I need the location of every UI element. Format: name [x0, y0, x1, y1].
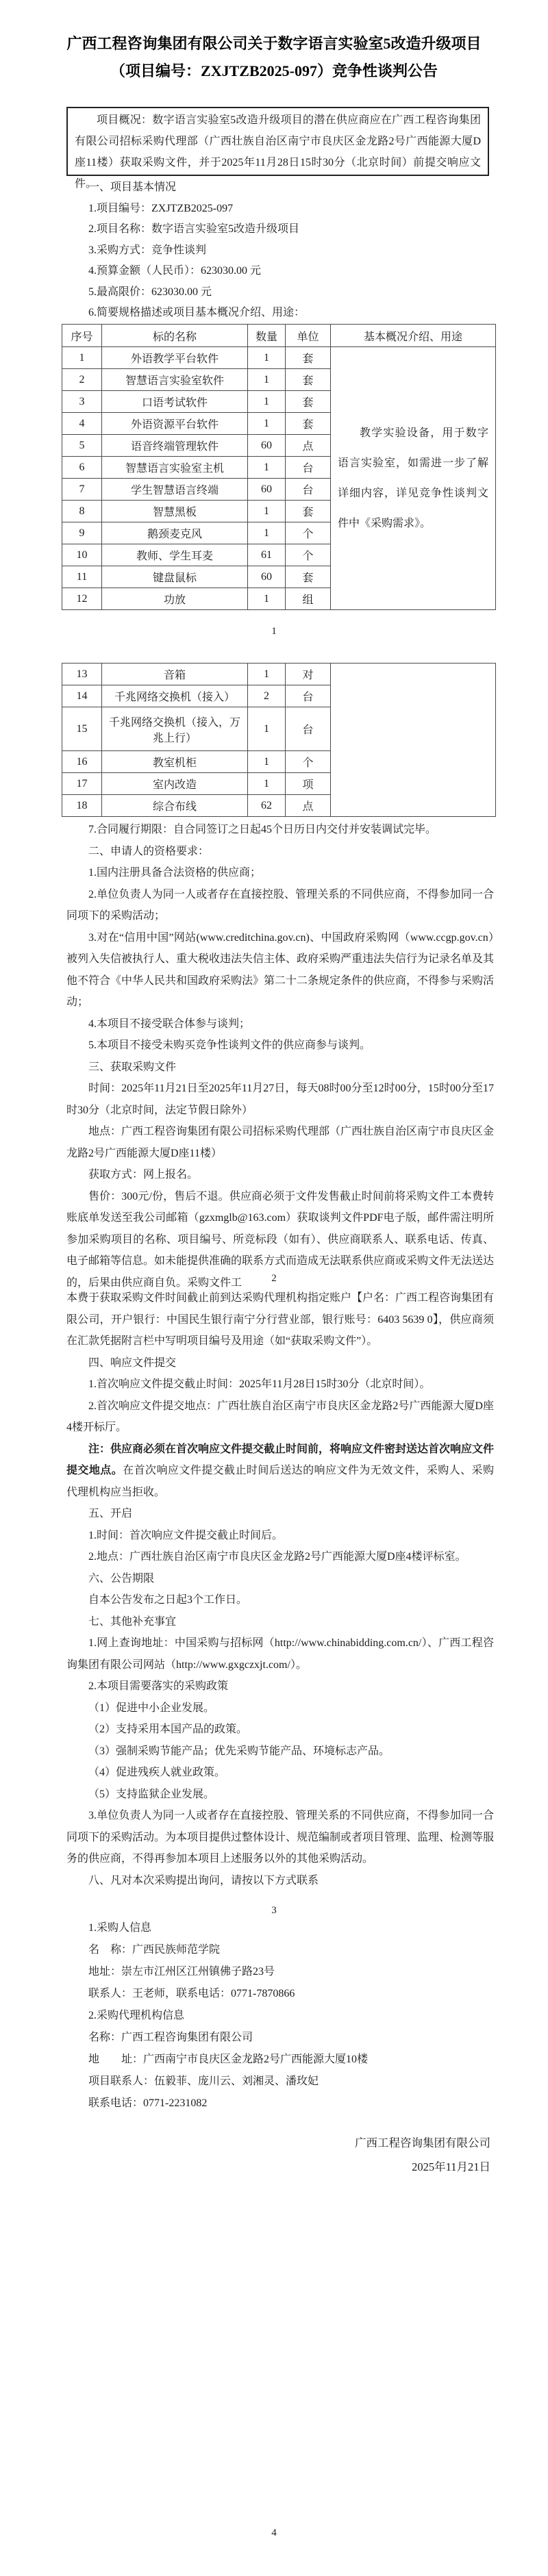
page-number-3: 3: [271, 1905, 277, 1916]
cell-no: 16: [62, 751, 102, 773]
cell-qty: 1: [248, 413, 286, 435]
cell-name: 鹅颈麦克风: [102, 522, 248, 544]
cell-name: 语音终端管理软件: [102, 435, 248, 457]
section4-deadline: 1.首次响应文件提交截止时间：2025年11月28日15时30分（北京时间）。: [88, 1378, 431, 1390]
section1-item-1: 1.项目编号：ZXJTZB2025-097: [88, 202, 234, 214]
cell-no: 17: [62, 773, 102, 795]
col-header-name: 标的名称: [102, 325, 248, 347]
cell-qty: 1: [248, 369, 286, 391]
section1-item-6: 6.简要规格描述或项目基本概况介绍、用途：: [88, 307, 306, 318]
signature-date: 2025年11月21日: [412, 2160, 490, 2173]
cell-unit: 点: [286, 435, 331, 457]
cell-no: 18: [62, 795, 102, 817]
cell-unit: 台: [286, 707, 331, 751]
section3-place: 地点：广西工程咨询集团有限公司招标采购代理部（广西壮族自治区南宁市良庆区金龙路2号广西能源大厦D座11楼）: [66, 1126, 495, 1159]
cell-name: 外语教学平台软件: [102, 347, 248, 369]
signature-company: 广西工程咨询集团有限公司: [355, 2136, 490, 2149]
cell-qty: 2: [248, 685, 286, 707]
cell-unit: 个: [286, 544, 331, 566]
section7-item-8: 3.单位负责人为同一人或者存在直接控股、管理关系的不同供应商，不得参加同一合同项下的采购活动。为本项目提供过整体设计、规范编制或者项目管理、监理、检测等服务的供应商，不得再参加本项目上述服务以外的其他采购活动。: [66, 1810, 495, 1865]
cell-name: 智慧语言实验室主机: [102, 457, 248, 479]
section3-time: 时间：2025年11月21日至2025年11月27日，每天08时00分至12时00分，15时00分至17时30分（北京时间，法定节假日除外）: [66, 1083, 494, 1116]
agent-name: 名称：广西工程咨询集团有限公司: [88, 2032, 253, 2043]
items-table-page1: [62, 324, 496, 610]
col-header-desc: 基本概况介绍、用途: [331, 325, 496, 347]
agent-phone: 联系电话：0771-2231082: [88, 2097, 208, 2109]
cell-no: 13: [62, 664, 102, 685]
section5-heading: 五、开启: [88, 1508, 133, 1519]
section1-item-5: 5.最高限价：623030.00 元: [88, 286, 212, 298]
cell-qty: 62: [248, 795, 286, 817]
section4-note-rest: 在首次响应文件提交截止时间后送达的响应文件为无效文件，采购人、采购代理机构应当拒收。: [66, 1465, 494, 1498]
cell-unit: 套: [286, 391, 331, 413]
cell-qty: 1: [248, 391, 286, 413]
cell-name: 键盘鼠标: [102, 566, 248, 588]
cell-unit: 套: [286, 347, 331, 369]
cell-unit: 组: [286, 588, 331, 610]
section4-note-bold: 注：供应商必须在首次响应文件提交截止时间前，将响应文件密封送达首次响应文件提交地点。: [66, 1443, 495, 1476]
col-header-no: 序号: [62, 325, 102, 347]
col-header-unit: 单位: [286, 325, 331, 347]
cell-unit: 台: [286, 457, 331, 479]
section3-heading: 三、获取采购文件: [88, 1061, 177, 1073]
cell-unit: 台: [286, 685, 331, 707]
section2-item-2: 2.单位负责人为同一人或者存在直接控股、管理关系的不同供应商，不得参加同一合同项下的采购活动；: [66, 888, 494, 922]
agent-address: 地 址：广西南宁市良庆区金龙路2号广西能源大厦10楼: [88, 2054, 369, 2065]
section5-place: 2.地点：广西壮族自治区南宁市良庆区金龙路2号广西能源大厦D座4楼评标室。: [88, 1551, 466, 1563]
cell-qty: 1: [248, 773, 286, 795]
cell-unit: 点: [286, 795, 331, 817]
cell-qty: 60: [248, 566, 286, 588]
cell-name: 学生智慧语言终端: [102, 479, 248, 501]
agent-contacts: 项目联系人：伍毅菲、庞川云、刘湘灵、潘玫妃: [88, 2075, 319, 2087]
cell-name: 教室机柜: [102, 751, 248, 773]
cell-qty: 1: [248, 522, 286, 544]
cell-no: 8: [62, 501, 102, 522]
section4-place: 2.首次响应文件提交地点：广西壮族自治区南宁市良庆区金龙路2号广西能源大厦D座4楼开标厅。: [66, 1400, 494, 1433]
section6-body: 自本公告发布之日起3个工作日。: [88, 1594, 248, 1606]
cell-no: 10: [62, 544, 102, 566]
cell-qty: 1: [248, 457, 286, 479]
cell-no: 1: [62, 347, 102, 369]
section4-heading: 四、响应文件提交: [88, 1356, 177, 1369]
cell-name: 智慧语言实验室软件: [102, 369, 248, 391]
cell-name: 音箱: [102, 664, 248, 685]
cell-unit: 套: [286, 369, 331, 391]
cell-name: 教师、学生耳麦: [102, 544, 248, 566]
cell-name: 功放: [102, 588, 248, 610]
signature-block: [66, 2131, 490, 2179]
section7-item-1: 1.网上查询地址：中国采购与招标网（http://www.chinabidding.com.cn/）、广西工程咨询集团有限公司网站（http://www.gxgczxjt.com/）。: [66, 1637, 494, 1671]
cell-qty: 1: [248, 501, 286, 522]
cell-qty: 1: [248, 347, 286, 369]
document-title: [0, 30, 548, 85]
section6-heading: 六、公告期限: [88, 1572, 155, 1584]
cell-no: 12: [62, 588, 102, 610]
buyer-address: 地址：崇左市江州区江州镇佛子路23号: [88, 1966, 275, 1978]
agent-info-heading: 2.采购代理机构信息: [88, 2010, 185, 2021]
section1-item-2: 2.项目名称：数字语言实验室5改造升级项目: [88, 223, 300, 235]
cell-no: 15: [62, 707, 102, 751]
section3-method: 获取方式：网上报名。: [88, 1169, 199, 1180]
cell-qty: 1: [248, 588, 286, 610]
cell-unit: 套: [286, 501, 331, 522]
section7-item-3: （1）促进中小企业发展。: [88, 1702, 215, 1714]
cell-unit: 个: [286, 522, 331, 544]
page-number-4: 4: [271, 2527, 277, 2538]
section7-heading: 七、其他补充事宜: [88, 1615, 177, 1628]
cell-name: 口语考试软件: [102, 391, 248, 413]
table-header-row: [62, 325, 496, 347]
section2-item-5: 5.本项目不接受未购买竞争性谈判文件的供应商参与谈判。: [88, 1039, 371, 1051]
section2-item-1: 1.国内注册具备合法资格的供应商；: [88, 867, 262, 879]
table-row: [62, 347, 496, 369]
cell-unit: 台: [286, 479, 331, 501]
table-merged-note: 教学实验设备，用于数字语言实验室，如需进一步了解详细内容，详见竞争性谈判文件中《采购需求》。: [331, 347, 496, 610]
cell-no: 4: [62, 413, 102, 435]
cell-name: 千兆网络交换机（接入）: [102, 685, 248, 707]
cell-no: 9: [62, 522, 102, 544]
table-row: [62, 664, 496, 685]
cell-name: 室内改造: [102, 773, 248, 795]
project-overview-text: 项目概况：数字语言实验室5改造升级项目的潜在供应商应在广西工程咨询集团有限公司招标采购代理部（广西壮族自治区南宁市良庆区金龙路2号广西能源大厦D座11楼）获取采购文件，并于2025年11月28日15时30分（北京时间）前提交响应文件。: [75, 114, 481, 190]
section2-item-4: 4.本项目不接受联合体参与谈判；: [88, 1018, 251, 1030]
cell-unit: 对: [286, 664, 331, 685]
section1-item-3: 3.采购方式：竞争性谈判: [88, 244, 207, 256]
section1-heading: 一、项目基本情况: [88, 181, 177, 193]
col-header-qty: 数量: [248, 325, 286, 347]
section7-item-2: 2.本项目需要落实的采购政策: [88, 1680, 229, 1692]
cell-unit: 项: [286, 773, 331, 795]
table-merged-empty-cell: [331, 664, 496, 817]
page-number-1: 1: [271, 626, 277, 637]
cell-no: 5: [62, 435, 102, 457]
cell-no: 14: [62, 685, 102, 707]
cell-qty: 60: [248, 479, 286, 501]
cell-name: 综合布线: [102, 795, 248, 817]
cell-name: 外语资源平台软件: [102, 413, 248, 435]
cell-unit: 套: [286, 566, 331, 588]
section1-item-4: 4.预算金额（人民币）：623030.00 元: [88, 265, 262, 277]
cell-qty: 61: [248, 544, 286, 566]
cell-name: 智慧黑板: [102, 501, 248, 522]
cell-qty: 1: [248, 664, 286, 685]
content-block-contacts: [66, 1917, 494, 2114]
cell-name: 千兆网络交换机（接入，万兆上行）: [102, 707, 248, 751]
buyer-info-heading: 1.采购人信息: [88, 1922, 152, 1934]
section3-price-part1: 售价：300元/份，售后不退。供应商必须于文件发售截止时间前将采购文件工本费转账底单发送至我公司邮箱（gzxmglb@163.com）获取谈判文件PDF电子版，邮件需注明所参加采购项目的名称、项目编号、所竞标段（如有）、供应商联系人、联系电话、传真、电子邮箱等信息。如未能提供准确的联系方式而造成无法联系供应商或采购文件无法送达的，后果由供应商自负。采购文件工: [66, 1190, 495, 1289]
section2-heading: 二、申请人的资格要求：: [88, 845, 210, 857]
content-block-1: [66, 819, 494, 1293]
doc-title-line-2: （项目编号：ZXJTZB2025-097）竞争性谈判公告: [110, 62, 438, 79]
section7-item-5: （3）强制采购节能产品；优先采购节能产品、环境标志产品。: [88, 1745, 390, 1757]
cell-no: 2: [62, 369, 102, 391]
section-basic-info: [66, 177, 494, 324]
doc-title-line-1: 广西工程咨询集团有限公司关于数字语言实验室5改造升级项目: [66, 35, 482, 52]
section4-note: [66, 1439, 494, 1504]
buyer-name: 名 称：广西民族师范学院: [88, 1944, 221, 1956]
section7-item-6: （4）促进残疾人就业政策。: [88, 1767, 226, 1778]
buyer-contact: 联系人：王老师，联系电话：0771-7870866: [88, 1988, 295, 1999]
cell-qty: 1: [248, 707, 286, 751]
cell-qty: 60: [248, 435, 286, 457]
page-number-2: 2: [271, 1273, 277, 1284]
items-table-page2: [62, 663, 496, 817]
section8-heading: 八、凡对本次采购提出询问，请按以下方式联系: [88, 1874, 319, 1886]
cell-unit: 个: [286, 751, 331, 773]
section5-time: 1.时间：首次响应文件提交截止时间后。: [88, 1529, 284, 1541]
section2-item-3: 3.对在“信用中国”网站(www.creditchina.gov.cn)、中国政府采购网（www.ccgp.gov.cn）被列入失信被执行人、重大税收违法失信主体、政府采购严重违法失信行为记录名单及其他不符合《中华人民共和国政府采购法》第二十二条规定条件的供应商，不得参与采购活动；: [66, 931, 495, 1008]
content-block-2: [66, 1287, 494, 1891]
cell-unit: 套: [286, 413, 331, 435]
cell-qty: 1: [248, 751, 286, 773]
section7-item-7: （5）支持监狱企业发展。: [88, 1788, 215, 1800]
cell-no: 3: [62, 391, 102, 413]
cell-no: 6: [62, 457, 102, 479]
section7-item-4: （2）支持采用本国产品的政策。: [88, 1723, 248, 1735]
section3-price-part2: 本费于获取采购文件时间截止前到达采购代理机构指定账户【户名：广西工程咨询集团有限公司，开户银行：中国民生银行南宁分行营业部，银行账号：6403 5639 0】，供应商须在汇款凭据附言栏中写明项目编号及用途（如“获取采购文件”）。: [66, 1292, 495, 1347]
cell-no: 7: [62, 479, 102, 501]
cell-no: 11: [62, 566, 102, 588]
contract-term: 7.合同履行期限：自合同签订之日起45个日历日内交付并安装调试完毕。: [88, 824, 437, 835]
